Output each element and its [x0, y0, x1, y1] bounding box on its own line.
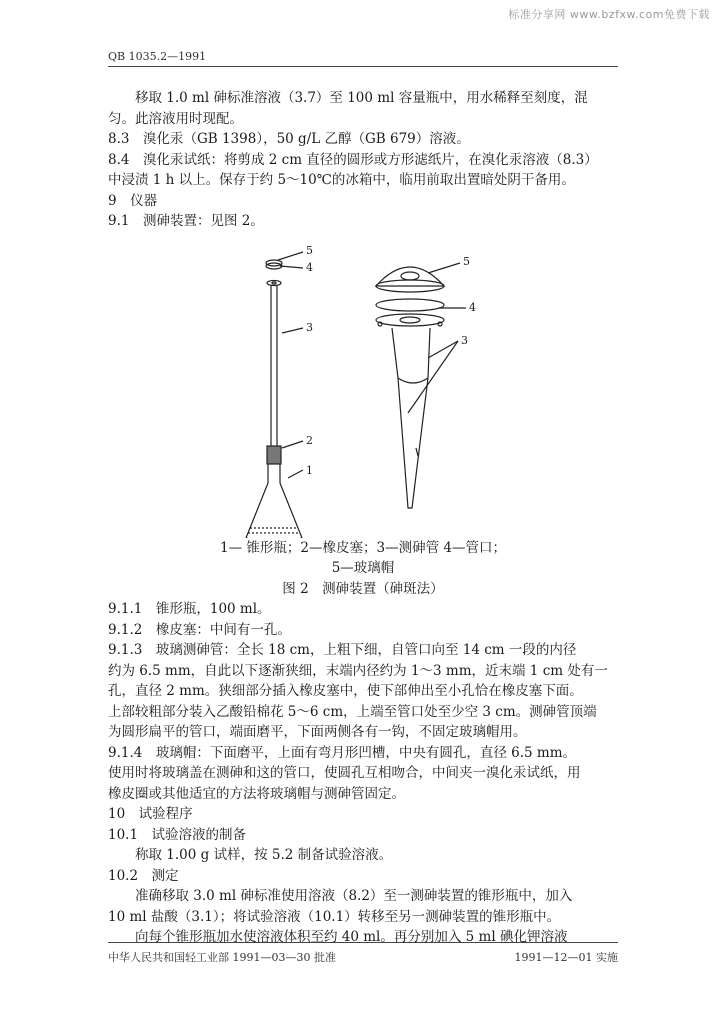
text-before-figure [108, 88, 618, 232]
figure-2-arsenic-apparatus [108, 238, 618, 538]
text-line: 移取 1.0 ml 砷标准溶液（3.7）至 100 ml 容量瓶中，用水稀释至刻度，混 [135, 90, 588, 106]
text-line: 为圆形扁平的管口，端面磨平，下面两侧各有一钩，不固定玻璃帽用。 [108, 724, 527, 740]
text-line: 9.1.4 玻璃帽：下面磨平，上面有弯月形凹槽，中央有圆孔，直径 6.5 mm。 [108, 744, 577, 761]
apparatus-drawing [108, 238, 618, 538]
page-body [108, 88, 618, 948]
figure-title: 图 2 测砷装置（砷斑法） [282, 580, 444, 597]
text-line: 9.1.1 锥形瓶，100 ml。 [108, 601, 271, 617]
text-line: 中浸渍 1 h 以上。保存于约 5～10℃的冰箱中，临用前取出置暗处阴干备用。 [108, 172, 575, 188]
text-line: 8.3 溴化汞（GB 1398），50 g/L 乙醇（GB 679）溶液。 [108, 131, 470, 147]
text-line: 9.1.2 橡皮塞：中间有一孔。 [108, 621, 291, 638]
label-3-right: 3 [461, 333, 468, 347]
text-line: 使用时将玻璃盖在测砷和这的管口，使圆孔互相吻合，中间夹一溴化汞试纸，用 [108, 765, 581, 781]
approval-note: 中华人民共和国轻工业部 1991—03—30 批准 [108, 951, 336, 964]
text-line: 称取 1.00 g 试样，按 5.2 制备试验溶液。 [135, 847, 393, 863]
arsenic-tube-right [392, 328, 430, 508]
glass-cap-right [376, 267, 444, 286]
label-4-right: 4 [469, 300, 476, 314]
label-5-left: 5 [306, 243, 313, 257]
figure-legend-line2: 5—玻璃帽 [331, 560, 395, 576]
text-line: 匀。此溶液用时现配。 [108, 110, 243, 127]
text-line: 约为 6.5 mm，自此以下逐渐狭细，末端内径约为 1～3 mm，近末端 1 cm 处有一 [108, 662, 608, 679]
text-line: 9.1 测砷装置：见图 2。 [108, 213, 264, 229]
text-line: 8.4 溴化汞试纸：将剪成 2 cm 直径的圆形或方形滤纸片，在溴化汞溶液（8.3） [108, 151, 598, 168]
text-line: 10.1 试验溶液的制备 [108, 826, 247, 843]
text-line: 橡皮圈或其他适宜的方法将玻璃帽与测砷管固定。 [108, 785, 405, 802]
tube-mouth-right [376, 299, 444, 311]
text-line: 上部较粗部分装入乙酸铅棉花 5～6 cm，上端至管口处至少空 3 cm。测砷管顶端 [108, 703, 597, 720]
header-rule [108, 66, 618, 67]
text-line: 9.1.3 玻璃测砷管：全长 18 cm，上粗下细，自管口向至 14 cm 一段的内径 [108, 642, 577, 658]
text-after-figure [108, 599, 618, 948]
text-line: 9 仪器 [108, 192, 158, 209]
figure-legend-line1: 1— 锥形瓶；2—橡皮塞；3—测砷管 4—管口； [220, 539, 506, 556]
footer-rule [108, 942, 618, 943]
site-watermark: 标准分享网 www.bzfxw.com免费下载 [508, 8, 710, 21]
implementation-date: 1991—12—01 实施 [514, 951, 618, 964]
figure-labels [306, 244, 476, 477]
text-line: 准确移取 3.0 ml 砷标准使用溶液（8.2）至一测砷装置的锥形瓶中，加入 [135, 888, 573, 904]
rubber-stopper [267, 446, 281, 464]
text-line: 10 ml 盐酸（3.1）；将试验溶液（10.1）转移至另一测砷装置的锥形瓶中。 [108, 908, 561, 925]
label-1-left: 1 [306, 463, 313, 477]
label-3-left: 3 [306, 320, 313, 334]
text-line: 10 试验程序 [108, 806, 193, 822]
text-line: 孔，直径 2 mm。狭细部分插入橡皮塞中，使下部伸出至小孔恰在橡皮塞下面。 [108, 683, 583, 699]
tube-mouth-left [267, 280, 281, 285]
text-line: 10.2 测定 [108, 867, 179, 884]
label-5-right: 5 [463, 254, 470, 268]
standard-code: QB 1035.2—1991 [108, 50, 207, 63]
label-2-left: 2 [306, 433, 313, 447]
text-line: 向每个锥形瓶加水使溶液体积至约 40 ml。再分别加入 5 ml 碘化钾溶液 [135, 929, 568, 945]
label-4-left: 4 [306, 260, 313, 274]
